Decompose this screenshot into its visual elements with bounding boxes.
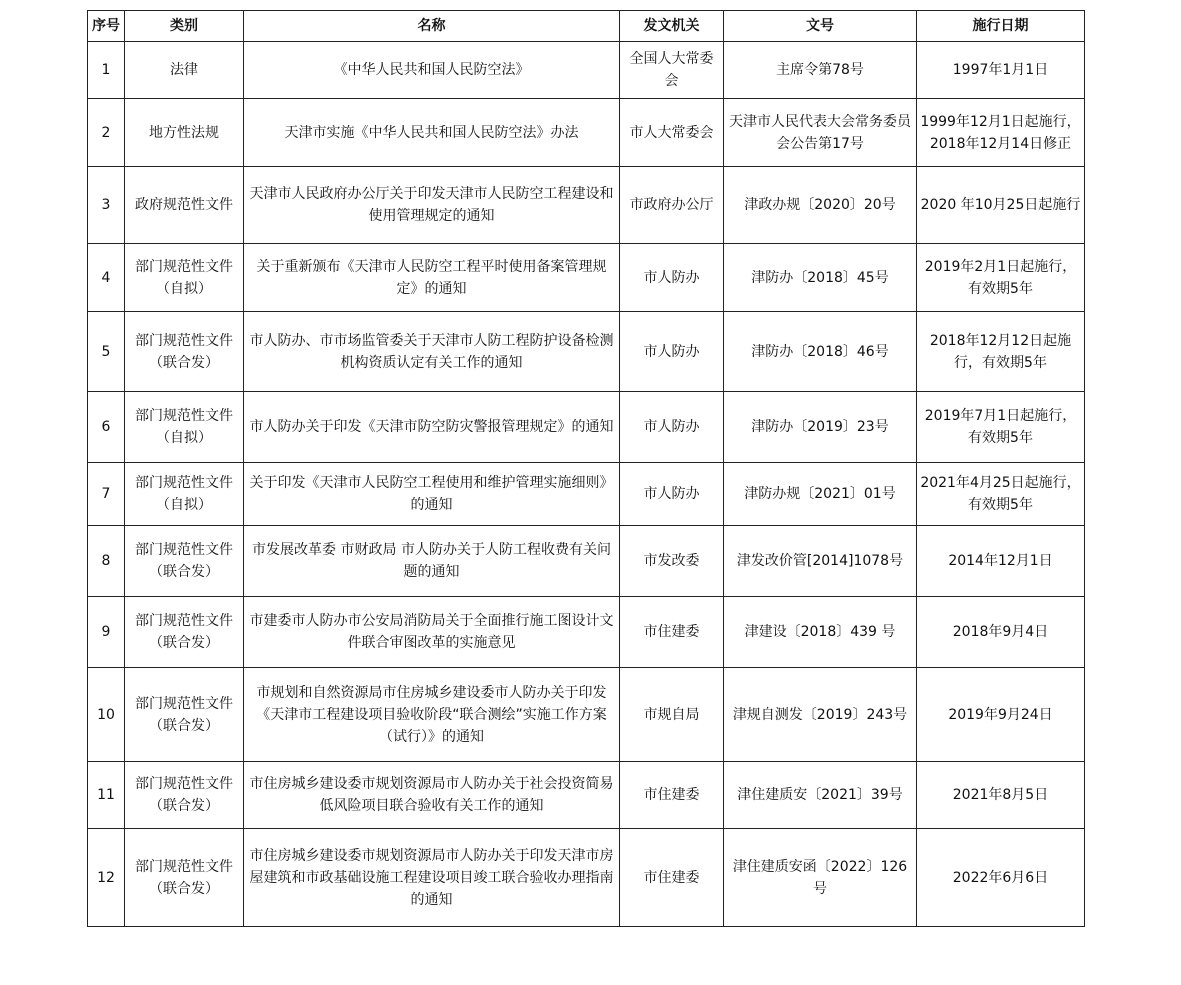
cell-doc-no: 津防办规〔2021〕01号 (724, 463, 917, 526)
cell-category (125, 167, 244, 244)
category-sub-label: （自拟） (156, 280, 212, 297)
cell-issuer: 市人大常委会 (620, 99, 724, 167)
cell-category (125, 829, 244, 927)
cell-date: 2019年7月1日起施行，有效期5年 (917, 392, 1085, 463)
cell-date: 2019年2月1日起施行，有效期5年 (917, 244, 1085, 312)
cell-date: 2019年9月24日 (917, 668, 1085, 762)
cell-issuer: 市规自局 (620, 668, 724, 762)
cell-name: 市人防办关于印发《天津市防空防灾警报管理规定》的通知 (244, 392, 620, 463)
cell-name: 市住房城乡建设委市规划资源局市人防办关于社会投资简易低风险项目联合验收有关工作的通知 (244, 762, 620, 829)
cell-issuer: 市住建委 (620, 829, 724, 927)
cell-category (125, 99, 244, 167)
cell-doc-no: 主席令第78号 (724, 42, 917, 99)
cell-issuer: 市人防办 (620, 244, 724, 312)
cell-no: 11 (88, 762, 125, 829)
cell-no: 1 (88, 42, 125, 99)
table-row (88, 392, 1085, 463)
cell-doc-no: 津防办〔2018〕46号 (724, 312, 917, 392)
cell-category (125, 392, 244, 463)
table-body (88, 42, 1085, 927)
cell-no: 9 (88, 597, 125, 668)
cell-issuer: 市住建委 (620, 762, 724, 829)
header-doc-no: 文号 (724, 11, 917, 42)
cell-issuer: 市发改委 (620, 526, 724, 597)
cell-doc-no: 天津市人民代表大会常务委员会公告第17号 (724, 99, 917, 167)
category-label: 地方性法规 (149, 124, 219, 141)
regulations-table (87, 10, 1085, 927)
category-label: 部门规范性文件 (135, 258, 233, 275)
cell-date: 2018年12月12日起施行，有效期5年 (917, 312, 1085, 392)
cell-doc-no: 津防办〔2019〕23号 (724, 392, 917, 463)
cell-name: 关于印发《天津市人民防空工程使用和维护管理实施细则》的通知 (244, 463, 620, 526)
cell-date: 1999年12月1日起施行，2018年12月14日修正 (917, 99, 1085, 167)
category-sub-label: （联合发） (149, 717, 219, 734)
cell-date: 2018年9月4日 (917, 597, 1085, 668)
category-label: 部门规范性文件 (135, 542, 233, 558)
cell-issuer: 市人防办 (620, 312, 724, 392)
cell-category (125, 463, 244, 526)
cell-category (125, 312, 244, 392)
cell-date: 2014年12月1日 (917, 526, 1085, 597)
cell-doc-no: 津住建质安〔2021〕39号 (724, 762, 917, 829)
category-label: 部门规范性文件 (135, 475, 233, 491)
category-sub-label: （自拟） (156, 430, 212, 446)
cell-category (125, 762, 244, 829)
table-row (88, 762, 1085, 829)
cell-no: 8 (88, 526, 125, 597)
cell-no: 4 (88, 244, 125, 312)
cell-name: 天津市实施《中华人民共和国人民防空法》办法 (244, 99, 620, 167)
cell-no: 6 (88, 392, 125, 463)
cell-date: 2021年8月5日 (917, 762, 1085, 829)
table-row (88, 829, 1085, 927)
header-name: 名称 (244, 11, 620, 42)
category-sub-label: （联合发） (149, 635, 219, 651)
cell-no: 5 (88, 312, 125, 392)
cell-doc-no: 津住建质安函〔2022〕126号 (724, 829, 917, 927)
table-row (88, 526, 1085, 597)
category-label: 部门规范性文件 (135, 858, 233, 875)
cell-date: 1997年1月1日 (917, 42, 1085, 99)
cell-name: 关于重新颁布《天津市人民防空工程平时使用备案管理规定》的通知 (244, 244, 620, 312)
table-row (88, 597, 1085, 668)
cell-doc-no: 津防办〔2018〕45号 (724, 244, 917, 312)
category-label: 部门规范性文件 (135, 408, 233, 424)
cell-doc-no: 津规自测发〔2019〕243号 (724, 668, 917, 762)
table-row (88, 463, 1085, 526)
cell-name: 天津市人民政府办公厅关于印发天津市人民防空工程建设和使用管理规定的通知 (244, 167, 620, 244)
cell-doc-no: 津建设〔2018〕439 号 (724, 597, 917, 668)
category-label: 部门规范性文件 (135, 776, 233, 792)
cell-name: 市人防办、市市场监管委关于天津市人防工程防护设备检测机构资质认定有关工作的通知 (244, 312, 620, 392)
cell-issuer: 市政府办公厅 (620, 167, 724, 244)
category-sub-label: （自拟） (156, 497, 212, 513)
cell-issuer: 市人防办 (620, 463, 724, 526)
cell-doc-no: 津发改价管[2014]1078号 (724, 526, 917, 597)
category-label: 法律 (170, 62, 198, 78)
category-sub-label: （联合发） (149, 880, 219, 897)
table-row (88, 167, 1085, 244)
cell-category (125, 526, 244, 597)
cell-category (125, 597, 244, 668)
cell-name: 市建委市人防办市公安局消防局关于全面推行施工图设计文件联合审图改革的实施意见 (244, 597, 620, 668)
table-row (88, 99, 1085, 167)
cell-category (125, 244, 244, 312)
cell-no: 12 (88, 829, 125, 927)
header-no: 序号 (88, 11, 125, 42)
category-sub-label: （联合发） (149, 354, 219, 371)
category-sub-label: （联合发） (149, 564, 219, 580)
category-label: 部门规范性文件 (135, 613, 233, 629)
cell-name: 市规划和自然资源局市住房城乡建设委市人防办关于印发《天津市工程建设项目验收阶段“联合测绘”实施工作方案（试行）》的通知 (244, 668, 620, 762)
cell-issuer: 全国人大常委会 (620, 42, 724, 99)
cell-category (125, 668, 244, 762)
cell-category (125, 42, 244, 99)
cell-name: 市发展改革委 市财政局 市人防办关于人防工程收费有关问题的通知 (244, 526, 620, 597)
cell-date: 2021年4月25日起施行，有效期5年 (917, 463, 1085, 526)
cell-date: 2022年6月6日 (917, 829, 1085, 927)
cell-name: 市住房城乡建设委市规划资源局市人防办关于印发天津市房屋建筑和市政基础设施工程建设项目竣工联合验收办理指南的通知 (244, 829, 620, 927)
category-label: 政府规范性文件 (135, 197, 233, 213)
cell-no: 2 (88, 99, 125, 167)
table-row (88, 42, 1085, 99)
header-date: 施行日期 (917, 11, 1085, 42)
category-label: 部门规范性文件 (135, 332, 233, 349)
header-issuer: 发文机关 (620, 11, 724, 42)
header-category: 类别 (125, 11, 244, 42)
cell-name: 《中华人民共和国人民防空法》 (244, 42, 620, 99)
cell-issuer: 市人防办 (620, 392, 724, 463)
cell-date: 2020 年10月25日起施行 (917, 167, 1085, 244)
table-row (88, 244, 1085, 312)
cell-no: 7 (88, 463, 125, 526)
category-sub-label: （联合发） (149, 798, 219, 814)
header-row (88, 11, 1085, 42)
cell-no: 10 (88, 668, 125, 762)
cell-doc-no: 津政办规〔2020〕20号 (724, 167, 917, 244)
category-label: 部门规范性文件 (135, 695, 233, 712)
cell-issuer: 市住建委 (620, 597, 724, 668)
table-row (88, 668, 1085, 762)
table-row (88, 312, 1085, 392)
cell-no: 3 (88, 167, 125, 244)
